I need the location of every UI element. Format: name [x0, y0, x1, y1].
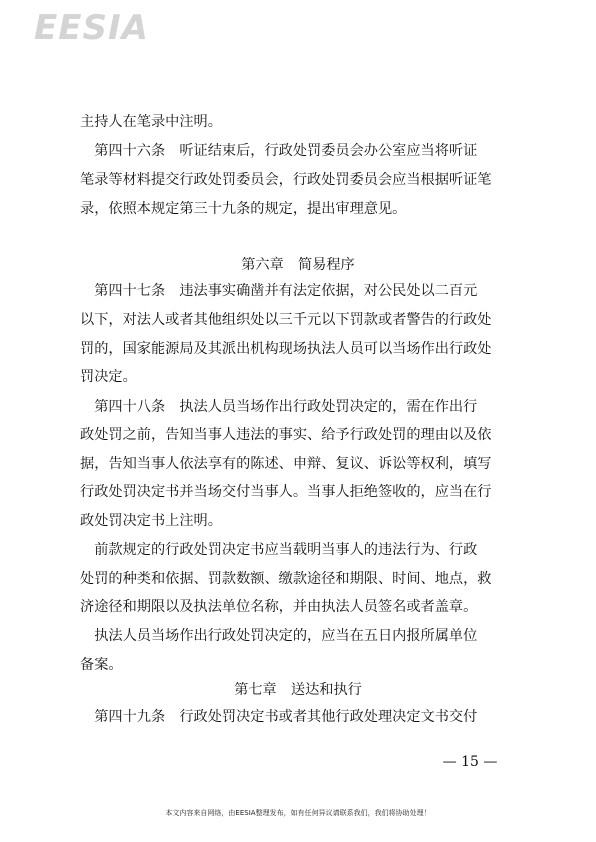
page-number: — 15 — [442, 754, 498, 770]
footer-notice: 本文内容来自网络，由EESIA整理发布，如有任何异议请联系我们，我们将协助处理！ [165, 809, 431, 817]
body-line: 以下，对法人或者其他组织处以三千元以下罚款或者警告的行政处 [80, 312, 492, 328]
body-line: 行政处罚决定书并当场交付当事人。当事人拒绝签收的，应当在行 [80, 484, 492, 500]
paragraph-line: 前款规定的行政处罚决定书应当载明当事人的违法行为、行政 [80, 542, 478, 558]
body-line: 主持人在笔录中注明。 [80, 114, 222, 130]
body-line: 笔录等材料提交行政处罚委员会，行政处罚委员会应当根据听证笔 [80, 172, 492, 188]
body-line: 政处罚决定书上注明。 [80, 513, 222, 529]
body-line: 处罚的种类和依据、罚款数额、缴款途径和期限、时间、地点，救 [80, 571, 492, 587]
body-line: 济途径和期限以及执法单位名称，并由执法人员签名或者盖章。 [80, 599, 478, 615]
body-line: 罚决定。 [80, 369, 137, 385]
body-line: 政处罚之前，告知当事人违法的事实、给予行政处罚的理由以及依 [80, 427, 492, 443]
body-line: 录，依照本规定第三十九条的规定，提出审理意见。 [80, 201, 407, 217]
chapter-6-heading: 第六章 简易程序 [241, 257, 355, 273]
body-line: 罚的，国家能源局及其派出机构现场执法人员可以当场作出行政处 [80, 341, 492, 357]
body-line: 据，告知当事人依法享有的陈述、申辩、复议、诉讼等权利，填写 [80, 456, 492, 472]
article-46-line: 第四十六条 听证结束后，行政处罚委员会办公室应当将听证 [80, 143, 478, 159]
article-49-line: 第四十九条 行政处罚决定书或者其他行政处理决定文书交付 [80, 709, 478, 725]
chapter-7-heading: 第七章 送达和执行 [234, 682, 362, 698]
paragraph-line: 执法人员当场作出行政处罚决定的，应当在五日内报所属单位 [80, 628, 478, 644]
article-48-line: 第四十八条 执法人员当场作出行政处罚决定的，需在作出行 [80, 399, 478, 415]
eesia-logo: EESIA [34, 8, 149, 48]
article-47-line: 第四十七条 违法事实确凿并有法定依据，对公民处以二百元 [80, 283, 478, 299]
body-line: 备案。 [80, 657, 123, 673]
